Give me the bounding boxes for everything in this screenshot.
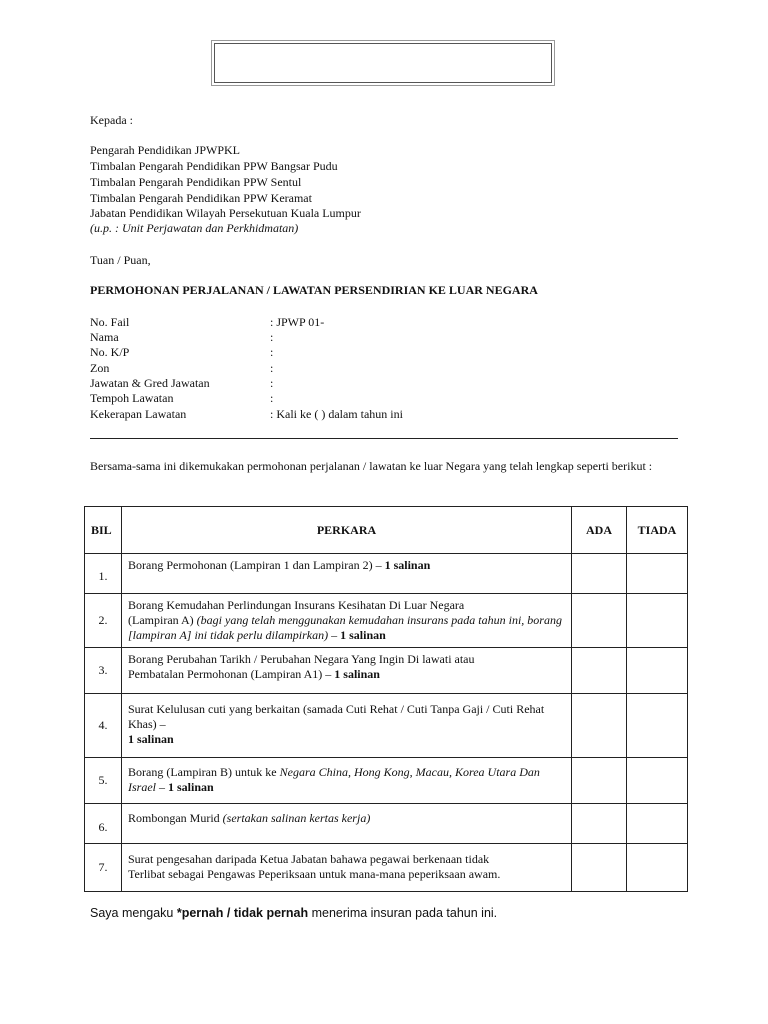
table-row bbox=[85, 804, 688, 844]
tiada-cell[interactable] bbox=[627, 844, 688, 892]
row-item: Surat Kelulusan cuti yang berkaitan (samada Cuti Rehat / Cuti Tanpa Gaji / Cuti Rehat Khas) – 1 salinan bbox=[122, 694, 572, 758]
tiada-cell[interactable] bbox=[627, 554, 688, 594]
table-row bbox=[85, 844, 688, 892]
ada-cell[interactable] bbox=[572, 844, 627, 892]
row-item: Borang Kemudahan Perlindungan Insurans Kesihatan Di Luar Negara (Lampiran A) (bagi yang telah menggunakan kemudahan insurans pada tahun ini, borang [lampiran A] ini tidak perlu dilampirkan) – 1 salinan bbox=[122, 594, 572, 648]
salutation: Tuan / Puan, bbox=[90, 253, 151, 267]
recipient-3: Timbalan Pengarah Pendidikan PPW Sentul bbox=[90, 175, 302, 189]
row-number: 4. bbox=[85, 694, 122, 758]
ada-cell[interactable] bbox=[572, 758, 627, 804]
recipient-1: Pengarah Pendidikan JPWPKL bbox=[90, 143, 240, 157]
field-value-nama: : bbox=[270, 330, 274, 344]
field-value-zon: : bbox=[270, 361, 274, 375]
header-ada: ADA bbox=[572, 507, 627, 554]
row-item: Borang Permohonan (Lampiran 1 dan Lampiran 2) – 1 salinan bbox=[122, 554, 572, 594]
row-number: 3. bbox=[85, 648, 122, 694]
row-number: 5. bbox=[85, 758, 122, 804]
recipient-4: Timbalan Pengarah Pendidikan PPW Keramat bbox=[90, 191, 312, 205]
field-value-tempoh: : bbox=[270, 391, 274, 405]
ada-cell[interactable] bbox=[572, 648, 627, 694]
field-value-no-kp: : bbox=[270, 345, 274, 359]
field-value-no-fail: : JPWP 01- bbox=[270, 315, 325, 329]
row-number: 6. bbox=[85, 804, 122, 844]
row-number: 2. bbox=[85, 594, 122, 648]
tiada-cell[interactable] bbox=[627, 758, 688, 804]
to-label: Kepada : bbox=[90, 113, 133, 127]
tiada-cell[interactable] bbox=[627, 804, 688, 844]
field-value-jawatan: : bbox=[270, 376, 274, 390]
ada-cell[interactable] bbox=[572, 804, 627, 844]
declaration-line: Saya mengaku *pernah / tidak pernah menerima insuran pada tahun ini. bbox=[90, 906, 498, 920]
ada-cell[interactable] bbox=[572, 694, 627, 758]
field-label-jawatan: Jawatan & Gred Jawatan bbox=[90, 376, 210, 390]
row-item: Borang (Lampiran B) untuk ke Negara China, Hong Kong, Macau, Korea Utara Dan Israel – 1 salinan bbox=[122, 758, 572, 804]
divider-line bbox=[90, 438, 678, 439]
row-number: 1. bbox=[85, 554, 122, 594]
intro-paragraph: Bersama-sama ini dikemukakan permohonan perjalanan / lawatan ke luar Negara yang telah lengkap seperti berikut : bbox=[90, 459, 653, 473]
header-perkara: PERKARA bbox=[122, 507, 572, 554]
requirements-table bbox=[84, 506, 688, 892]
field-label-tempoh: Tempoh Lawatan bbox=[90, 391, 174, 405]
header-tiada: TIADA bbox=[627, 507, 688, 554]
row-item: Rombongan Murid (sertakan salinan kertas kerja) bbox=[122, 804, 572, 844]
field-label-nama: Nama bbox=[90, 330, 119, 344]
ada-cell[interactable] bbox=[572, 554, 627, 594]
tiada-cell[interactable] bbox=[627, 648, 688, 694]
field-label-no-fail: No. Fail bbox=[90, 315, 130, 329]
reference-box bbox=[214, 43, 552, 83]
tiada-cell[interactable] bbox=[627, 594, 688, 648]
table-row bbox=[85, 758, 688, 804]
tiada-cell[interactable] bbox=[627, 694, 688, 758]
field-label-kekerapan: Kekerapan Lawatan bbox=[90, 407, 187, 421]
subject-title: PERMOHONAN PERJALANAN / LAWATAN PERSENDIRIAN KE LUAR NEGARA bbox=[90, 283, 538, 297]
row-item: Surat pengesahan daripada Ketua Jabatan bahawa pegawai berkenaan tidak Terlibat sebagai Pengawas Peperiksaan untuk mana-mana peperiksaan awam. bbox=[122, 844, 572, 892]
attention-line: (u.p. : Unit Perjawatan dan Perkhidmatan) bbox=[90, 221, 299, 235]
recipient-2: Timbalan Pengarah Pendidikan PPW Bangsar Pudu bbox=[90, 159, 338, 173]
field-label-zon: Zon bbox=[90, 361, 110, 375]
ada-cell[interactable] bbox=[572, 594, 627, 648]
row-item: Borang Perubahan Tarikh / Perubahan Negara Yang Ingin Di lawati atau Pembatalan Permohonan (Lampiran A1) – 1 salinan bbox=[122, 648, 572, 694]
row-number: 7. bbox=[85, 844, 122, 892]
header-bil: BIL bbox=[85, 507, 122, 554]
table-row bbox=[85, 554, 688, 594]
field-label-no-kp: No. K/P bbox=[90, 345, 130, 359]
table-row bbox=[85, 648, 688, 694]
table-row bbox=[85, 594, 688, 648]
table-row bbox=[85, 694, 688, 758]
recipient-5: Jabatan Pendidikan Wilayah Persekutuan Kuala Lumpur bbox=[90, 206, 361, 220]
table-header-row bbox=[85, 507, 688, 554]
field-value-kekerapan: : Kali ke ( ) dalam tahun ini bbox=[270, 407, 403, 421]
